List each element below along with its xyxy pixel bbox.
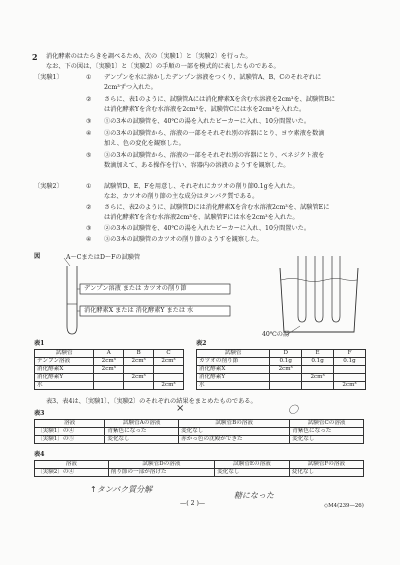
beaker-tube-3 [332, 256, 340, 322]
table2-header: 試験管 [197, 350, 270, 358]
table-cell [154, 374, 184, 382]
temp-pointer [288, 326, 300, 334]
exp1-step2-line1: さらに、表1のように、試験管Aには消化酵素Xを含む水溶液を2cm³を、試験管Bに [104, 96, 336, 103]
table4-header: 試験管Dの溶液 [108, 461, 215, 469]
table-row [35, 461, 364, 469]
table-cell [94, 382, 124, 390]
table3-title: 表3 [34, 410, 45, 417]
table-row [197, 350, 366, 358]
table1-title: 表1 [34, 340, 45, 347]
figure-water: 40℃の湯 [262, 331, 290, 338]
beaker-outline [280, 268, 358, 332]
table-cell [154, 366, 184, 374]
exp2-step4-num: ④ [86, 236, 92, 243]
table4-title: 表4 [34, 451, 45, 458]
figure-tube-caption: A～CまたはD～Fの試験管 [66, 254, 141, 261]
table4 [34, 460, 364, 477]
table2-header: F [334, 350, 366, 358]
table-cell: 0.1g [270, 358, 302, 366]
table-cell: 2cm³ [94, 358, 124, 366]
table-cell: 青紫色になった [290, 428, 364, 436]
table-cell: 〔実験1〕の⑤ [35, 436, 105, 444]
table1-header: 試験管 [35, 350, 94, 358]
table-cell [270, 374, 302, 382]
table-row [35, 350, 184, 358]
exp2-step1-num: ① [86, 183, 92, 190]
table-cell: 赤かっ色の沈殿ができた [179, 436, 290, 444]
table-cell: 変化なし [290, 436, 364, 444]
exp2-step2-line2: は消化酵素Yを含む水溶液2cm³を、試験管Fには水を2cm³を入れた。 [104, 214, 299, 221]
table-cell: 消化酵素X [197, 366, 270, 374]
table-cell: 変化なし [179, 428, 290, 436]
table3-header: 試験管Aの溶液 [105, 420, 179, 428]
beaker-tube-2 [315, 256, 323, 322]
table-cell: 青紫色になった [105, 428, 179, 436]
table-cell: 0.1g [334, 358, 366, 366]
table4-header: 試験管Fの溶液 [289, 461, 363, 469]
table3-header: 溶液 [35, 420, 105, 428]
exp1-step1-num: ① [86, 74, 92, 81]
table-row [197, 366, 366, 374]
water-surface [281, 279, 357, 282]
table-cell: 削り節の一部が溶けた [108, 469, 215, 477]
table-cell: 2cm³ [154, 382, 184, 390]
table-row [197, 358, 366, 366]
test-tube-outline [67, 266, 77, 334]
table-cell: 変化なし [215, 469, 290, 477]
table-cell: 水 [197, 382, 270, 390]
hand-mark-1: × [176, 403, 185, 414]
doc-code: ◇M4(239—26) [324, 503, 364, 509]
table4-header: 試験管Eの溶液 [215, 461, 290, 469]
question-intro: 消化酵素のはたらきを調べるため、次の〔実験1〕と〔実験2〕を行った。 [46, 53, 252, 60]
table-cell: 2cm³ [334, 382, 366, 390]
table-cell: 消化酵素X [35, 366, 94, 374]
table-cell: カツオの削り節 [197, 358, 270, 366]
table-cell: 消化酵素Y [197, 374, 270, 382]
hand-note-2: 糖になった [234, 491, 274, 500]
table-cell [334, 374, 366, 382]
exp1-step4-num: ④ [86, 130, 92, 137]
table-cell: 2cm³ [124, 374, 154, 382]
table-row [197, 382, 366, 390]
table-cell: 変化なし [105, 436, 179, 444]
exp1-label: 〔実験1〕 [34, 74, 63, 81]
table-cell [124, 382, 154, 390]
exp1-step3-num: ③ [86, 118, 92, 125]
table4-header: 溶液 [35, 461, 109, 469]
table-row [35, 358, 184, 366]
table-cell: 〔実験2〕の④ [35, 469, 109, 477]
table3-header: 試験管Cの溶液 [290, 420, 364, 428]
exp1-step2-num: ② [86, 96, 92, 103]
page-number: —( 2 )— [180, 500, 206, 507]
table-row [35, 436, 364, 444]
exp1-step4-line1: ③の3本の試験管から、溶液の一部をそれぞれ別の容器にとり、ヨウ素液を数滴 [104, 130, 325, 137]
beaker-tube-1 [298, 256, 306, 322]
exp2-label: 〔実験2〕 [34, 183, 63, 190]
table1-header: B [124, 350, 154, 358]
exp1-step2-line2: は消化酵素Yを含む水溶液を2cm³を、試験管Cには水を2cm³を入れた。 [104, 106, 306, 113]
table-cell: 0.1g [302, 358, 334, 366]
question-number: 2 [32, 52, 38, 62]
question-note: なお、下の図は、〔実験1〕と〔実験2〕の手順の一部を模式的に表したものである。 [46, 63, 280, 70]
table-row [35, 428, 364, 436]
figure-illustration [30, 254, 370, 340]
table-cell: 〔実験1〕の④ [35, 428, 105, 436]
exp2-step3-line1: ②の3本の試験管を、40℃の湯を入れたビーカーに入れ、10分間置いた。 [104, 225, 311, 232]
exp1-step1-line1: デンプンを水に溶かしたデンプン溶液をつくり、試験管A、B、Cのそれぞれに [104, 74, 322, 81]
table-cell: 水 [35, 382, 94, 390]
exp2-step2-line1: さらに、表2のように、試験管Dには消化酵素Xを含む水溶液2cm³を、試験管Eに [104, 204, 330, 211]
table-cell: 2cm³ [270, 366, 302, 374]
exp2-step1-line2: なお、カツオの削り節の主な成分はタンパク質である。 [104, 193, 259, 200]
exp1-step5-num: ⑤ [86, 152, 92, 159]
table-cell: デンプン溶液 [35, 358, 94, 366]
figure-enzyme: 消化酵素X または 消化酵素Y または 水 [84, 307, 194, 314]
table2-header: E [302, 350, 334, 358]
table-cell [302, 382, 334, 390]
table1 [34, 349, 184, 390]
table3 [34, 419, 364, 444]
table-row [197, 374, 366, 382]
table3-header: 試験管Bの溶液 [179, 420, 290, 428]
hand-note-1: ↑タンパク質分解 [90, 485, 153, 494]
table-cell [334, 366, 366, 374]
table-row [35, 366, 184, 374]
table-cell: 消化酵素Y [35, 374, 94, 382]
table-cell: 変化なし [289, 469, 363, 477]
exp2-step2-num: ② [86, 204, 92, 211]
exp1-step5-line2: 数滴加えて、ある操作を行い、容器内の溶液のようすを観察した。 [104, 162, 290, 169]
exp1-step3-line1: ①の3本の試験管を、40℃の湯を入れたビーカーに入れ、10分間置いた。 [104, 118, 311, 125]
table-cell [302, 366, 334, 374]
table1-header: A [94, 350, 124, 358]
result-statement: 表3、表4は、〔実験1〕、〔実験2〕のそれぞれの結果をまとめたものである。 [46, 398, 257, 405]
table2-title: 表2 [196, 340, 207, 347]
exp1-step5-line1: ③の3本の試験管から、溶液の一部をそれぞれ別の容器にとり、ベネジクト液を [104, 152, 325, 159]
exp1-step1-line2: 2cm³ずつ入れた。 [104, 84, 157, 91]
table-row [35, 420, 364, 428]
figure-label: 図 [34, 253, 41, 260]
hand-mark-2: 〇 [288, 405, 298, 416]
table-cell [94, 374, 124, 382]
table-cell [270, 382, 302, 390]
table-cell: 2cm³ [124, 358, 154, 366]
exp2-step1-line1: 試験管D、E、Fを用意し、それぞれにカツオの削り節0.1gを入れた。 [104, 183, 299, 190]
figure-substance: デンプン溶液 または カツオの削り節 [84, 285, 187, 292]
table-cell: 2cm³ [302, 374, 334, 382]
table-row [35, 469, 364, 477]
table-row [35, 382, 184, 390]
exp1-step4-line2: 加え、色の変化を観察した。 [104, 140, 185, 147]
table-cell [124, 366, 154, 374]
table2-header: D [270, 350, 302, 358]
table-cell: 2cm³ [94, 366, 124, 374]
exp2-step3-num: ③ [86, 225, 92, 232]
table-row [35, 374, 184, 382]
table1-header: C [154, 350, 184, 358]
table2 [196, 349, 366, 390]
exp2-step4-line1: ③の3本の試験管のカツオの削り節のようすを観察した。 [104, 236, 263, 243]
table-cell: 2cm³ [154, 358, 184, 366]
